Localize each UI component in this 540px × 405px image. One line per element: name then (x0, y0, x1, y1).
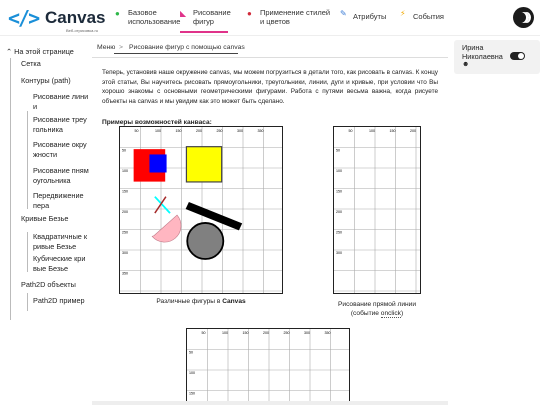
y-tick-label: 100 (189, 371, 195, 375)
site-logo[interactable] (8, 6, 104, 32)
x-tick-label: 300 (304, 331, 310, 335)
nav-label: События (413, 12, 444, 21)
x-tick-label: 50 (348, 129, 353, 133)
toc-item[interactable]: Рисование пням оугольника (33, 166, 89, 185)
y-tick-label: 300 (122, 251, 128, 255)
line-canvas[interactable] (333, 126, 421, 294)
toc-item[interactable]: Кривые Безье (21, 214, 69, 223)
active-tab-indicator (180, 31, 228, 33)
x-tick-label: 150 (242, 331, 249, 335)
user-card[interactable] (454, 40, 540, 74)
third-canvas[interactable] (186, 328, 350, 405)
y-tick-label: 300 (336, 251, 342, 255)
user-name: Ирина Николаевна (462, 43, 503, 61)
x-tick-label: 100 (155, 129, 161, 133)
logo-subtitle: Веб-отрисовка.ru (66, 28, 99, 33)
toc-item[interactable]: Path2D объекты (21, 280, 76, 289)
x-tick-label: 100 (222, 331, 228, 335)
nav-label: Атрибуты (353, 12, 387, 21)
nav-basic-usage[interactable] (115, 5, 181, 31)
pink-sector (148, 215, 185, 247)
toc-item[interactable]: Path2D пример (33, 296, 85, 305)
toc-divider (27, 111, 28, 209)
code-bracket-icon: </> (8, 6, 39, 30)
yellow-square (186, 147, 221, 182)
c3-svg (187, 329, 350, 405)
toc-item[interactable]: Рисование лини и (33, 92, 89, 111)
nav-attributes[interactable] (340, 5, 390, 31)
x-tick-label: 50 (201, 331, 206, 335)
shapes-canvas[interactable] (119, 126, 283, 294)
toc-title[interactable]: ⌃ На этой странице (6, 47, 74, 56)
shapes-icon: ◣ (180, 9, 187, 18)
moon-icon (519, 12, 528, 23)
toc-item[interactable]: Контуры (path) (21, 76, 71, 85)
table-of-contents (0, 40, 92, 405)
x-tick-label: 300 (237, 129, 243, 133)
toc-divider (27, 293, 28, 311)
breadcrumb (92, 40, 448, 58)
line-canvas-caption: Рисование прямой линии (событие onclick) (337, 301, 417, 317)
blue-rectangle (149, 154, 166, 172)
breadcrumb-home[interactable]: Меню (97, 44, 116, 51)
breadcrumb-underline (114, 53, 238, 54)
x-tick-label: 250 (216, 129, 223, 133)
x-tick-label: 200 (410, 129, 416, 133)
x-tick-label: 200 (263, 331, 269, 335)
x-tick-label: 250 (283, 331, 290, 335)
nav-events[interactable] (400, 5, 450, 31)
y-tick-label: 200 (336, 210, 342, 214)
nav-styles-colors[interactable] (247, 5, 337, 31)
toc-item[interactable]: Кубические кри вые Безье (33, 254, 86, 273)
palette-icon: ● (247, 9, 252, 18)
nav-label: Применение стилей и цветов (260, 8, 331, 26)
y-tick-label: 50 (122, 148, 126, 153)
toc-divider (27, 232, 28, 272)
c1-svg (120, 127, 283, 294)
nav-label: Базовое использование (128, 8, 181, 26)
examples-heading: Примеры возможностей канваса: (102, 119, 212, 126)
gray-circle (187, 223, 223, 259)
nav-label: Рисование фигур (193, 8, 231, 26)
x-tick-label: 150 (175, 129, 182, 133)
c2-svg (334, 127, 421, 294)
x-tick-label: 200 (196, 129, 202, 133)
x-tick-label: 350 (324, 331, 331, 335)
logo-text: Canvas (45, 8, 106, 27)
breadcrumb-separator: > (119, 44, 123, 51)
circle-green-icon: ● (115, 9, 120, 18)
toc-divider (10, 58, 11, 320)
y-tick-label: 100 (122, 169, 128, 173)
toc-item[interactable]: Квадратичные к ривые Безье (33, 232, 88, 251)
toc-item[interactable]: Рисование треу гольника (33, 115, 87, 134)
shapes-canvas-caption: Различные фигуры в Canvas (156, 298, 246, 305)
emoji-icon: ☻ (462, 61, 470, 68)
theme-toggle-button[interactable] (513, 7, 534, 28)
y-tick-label: 250 (122, 230, 128, 235)
top-navigation-bar (0, 0, 540, 36)
wrench-icon: ✎ (340, 9, 347, 18)
breadcrumb-current: Рисование фигур с помощью canvas (129, 44, 245, 51)
y-tick-label: 50 (336, 148, 340, 153)
y-tick-label: 150 (189, 391, 195, 396)
toc-item[interactable]: Передвижение пера (33, 191, 84, 210)
y-tick-label: 350 (122, 271, 128, 276)
y-tick-label: 150 (122, 189, 128, 194)
y-tick-label: 200 (122, 210, 128, 214)
toc-item[interactable]: Сетка (21, 59, 41, 68)
toc-item[interactable]: Рисование окру жности (33, 140, 87, 159)
y-tick-label: 50 (189, 350, 193, 355)
x-tick-label: 350 (257, 129, 264, 133)
y-tick-label: 250 (336, 230, 342, 235)
right-panel (454, 40, 540, 405)
onclick-link[interactable]: onclick (380, 310, 401, 317)
chevron-up-icon: ⌃ (6, 47, 13, 56)
nav-drawing-shapes[interactable] (180, 5, 240, 31)
y-tick-label: 100 (336, 169, 342, 173)
bottom-scroll-area (92, 401, 448, 405)
lightning-icon: ⚡ (400, 9, 406, 18)
y-tick-label: 150 (336, 189, 342, 194)
x-tick-label: 100 (369, 129, 375, 133)
x-tick-label: 150 (389, 129, 396, 133)
user-toggle-switch[interactable] (510, 52, 525, 60)
x-tick-label: 50 (134, 129, 139, 133)
intro-paragraph: Теперь, установив наше окружение canvas, мы можем погрузиться в детали того, как рисовать в canvas. К концу этой статьи, Вы научитесь рисовать прямоугольники, треугольники, линии, дуги и кривые, при условии что Вы хорошо знакомы с основными геометрическими фигурами. Работа с путями весьма важна, когда рисуете объекты на canvas и мы увидим как это может быть сделано. (102, 69, 438, 105)
main-content (92, 36, 448, 405)
